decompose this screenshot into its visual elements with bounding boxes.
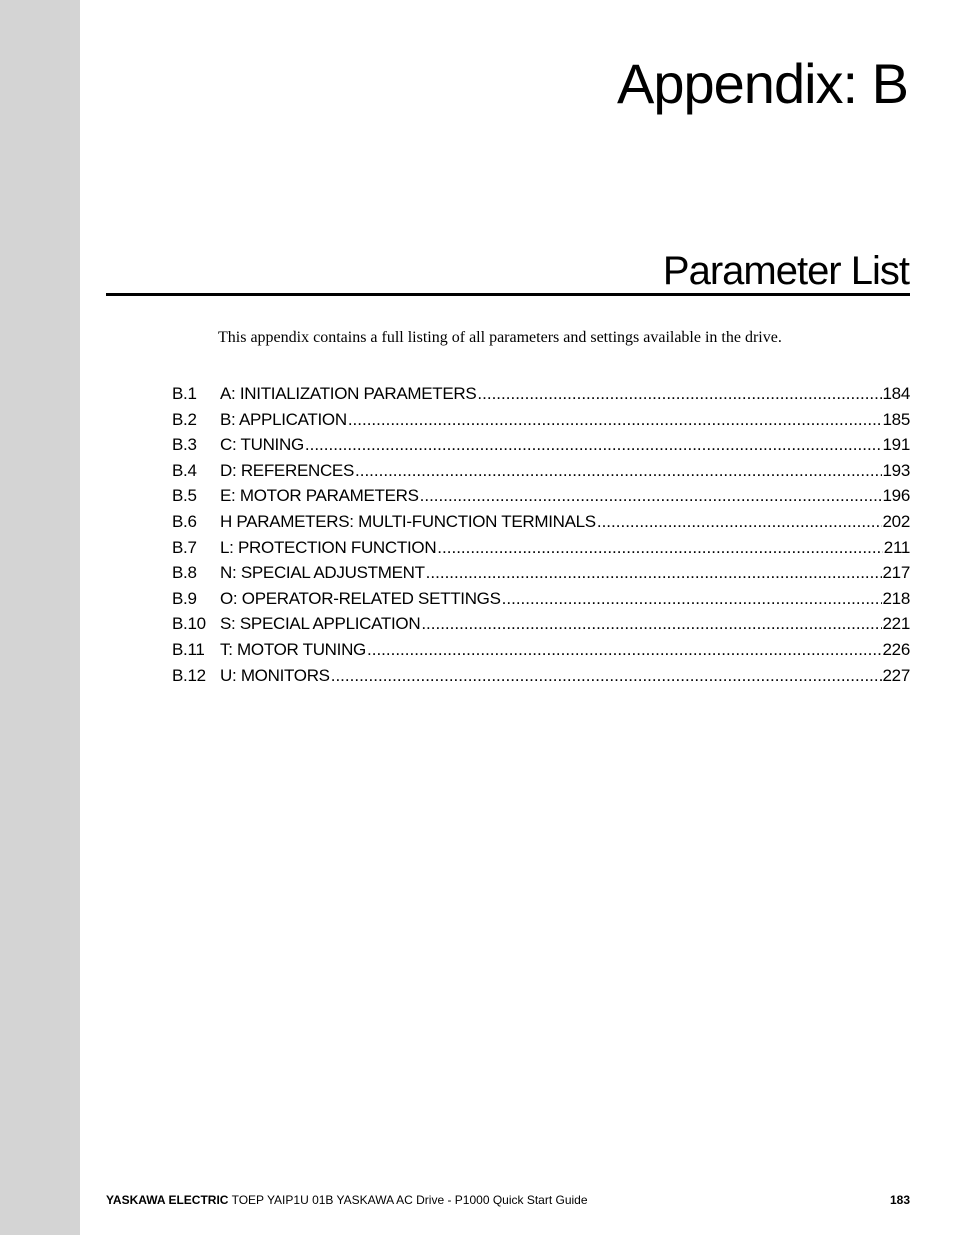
toc-title[interactable]: A: INITIALIZATION PARAMETERS	[220, 384, 477, 403]
toc-number: B.2	[172, 409, 197, 429]
toc-number: B.4	[172, 460, 197, 480]
toc-leader	[597, 509, 882, 535]
toc-leader	[502, 586, 882, 612]
toc-leader	[420, 483, 882, 509]
toc-number: B.11	[172, 639, 205, 659]
toc-leader	[421, 611, 881, 637]
toc-entry[interactable]	[172, 381, 910, 407]
appendix-title: Appendix: B	[617, 52, 908, 115]
toc-number: B.9	[172, 588, 197, 608]
footer-document-title: TOEP YAIP1U 01B YASKAWA AC Drive - P1000 Quick Start Guide	[228, 1193, 588, 1207]
toc-number: B.10	[172, 614, 206, 634]
toc-leader	[437, 535, 883, 561]
table-of-contents	[172, 381, 910, 688]
toc-entry[interactable]	[172, 663, 910, 689]
toc-leader	[426, 560, 882, 586]
side-margin-band	[0, 0, 80, 1235]
toc-entry[interactable]	[172, 611, 910, 637]
toc-entry[interactable]	[172, 586, 910, 612]
toc-number: B.6	[172, 511, 197, 531]
intro-paragraph: This appendix contains a full listing of all parameters and settings available in the drive.	[218, 329, 782, 346]
toc-title[interactable]: C: TUNING	[220, 435, 304, 455]
toc-title[interactable]: B: APPLICATION	[220, 409, 347, 429]
toc-number: B.3	[172, 435, 197, 455]
toc-entry[interactable]	[172, 483, 910, 509]
section-title: Parameter List	[662, 249, 909, 293]
toc-entry[interactable]	[172, 407, 910, 433]
toc-page-number[interactable]: 217	[882, 563, 910, 583]
toc-leader	[305, 432, 882, 458]
toc-entry[interactable]	[172, 535, 910, 561]
toc-number: B.5	[172, 486, 197, 506]
toc-number: B.7	[172, 537, 197, 557]
toc-title[interactable]: T: MOTOR TUNING	[220, 639, 366, 659]
toc-page-number[interactable]: 202	[882, 511, 910, 531]
toc-title[interactable]: N: SPECIAL ADJUSTMENT	[220, 563, 425, 583]
toc-page-number[interactable]: 226	[882, 639, 910, 659]
footer-brand: YASKAWA ELECTRIC	[106, 1193, 229, 1207]
toc-title[interactable]: L: PROTECTION FUNCTION	[220, 537, 437, 557]
title-rule	[106, 293, 910, 296]
toc-entry[interactable]	[172, 509, 910, 535]
toc-number: B.8	[172, 563, 197, 583]
toc-page-number[interactable]: 184	[882, 384, 910, 403]
toc-page-number[interactable]: 211	[883, 537, 910, 557]
toc-title[interactable]: O: OPERATOR-RELATED SETTINGS	[220, 588, 501, 608]
toc-leader	[367, 637, 882, 663]
toc-title[interactable]: H PARAMETERS: MULTI-FUNCTION TERMINALS	[220, 511, 596, 531]
page-footer	[106, 1192, 910, 1208]
toc-leader	[355, 458, 882, 484]
toc-leader	[477, 381, 881, 407]
toc-leader	[331, 663, 882, 689]
toc-entry[interactable]	[172, 637, 910, 663]
toc-page-number[interactable]: 227	[882, 665, 910, 685]
toc-page-number[interactable]: 185	[882, 409, 910, 429]
toc-title[interactable]: U: MONITORS	[220, 665, 330, 685]
toc-entry[interactable]	[172, 458, 910, 484]
toc-title[interactable]: D: REFERENCES	[220, 460, 355, 480]
toc-page-number[interactable]: 218	[882, 588, 910, 608]
toc-title[interactable]: E: MOTOR PARAMETERS	[220, 486, 419, 506]
toc-leader	[348, 407, 882, 433]
toc-page-number[interactable]: 196	[882, 486, 910, 506]
toc-entry[interactable]	[172, 432, 910, 458]
toc-page-number[interactable]: 221	[882, 614, 910, 634]
toc-title[interactable]: S: SPECIAL APPLICATION	[220, 614, 421, 634]
toc-entry[interactable]	[172, 560, 910, 586]
footer-page-number: 183	[889, 1193, 910, 1207]
toc-number: B.1	[172, 384, 197, 403]
toc-number: B.12	[172, 665, 206, 685]
toc-page-number[interactable]: 191	[882, 435, 910, 455]
toc-page-number[interactable]: 193	[882, 460, 910, 480]
